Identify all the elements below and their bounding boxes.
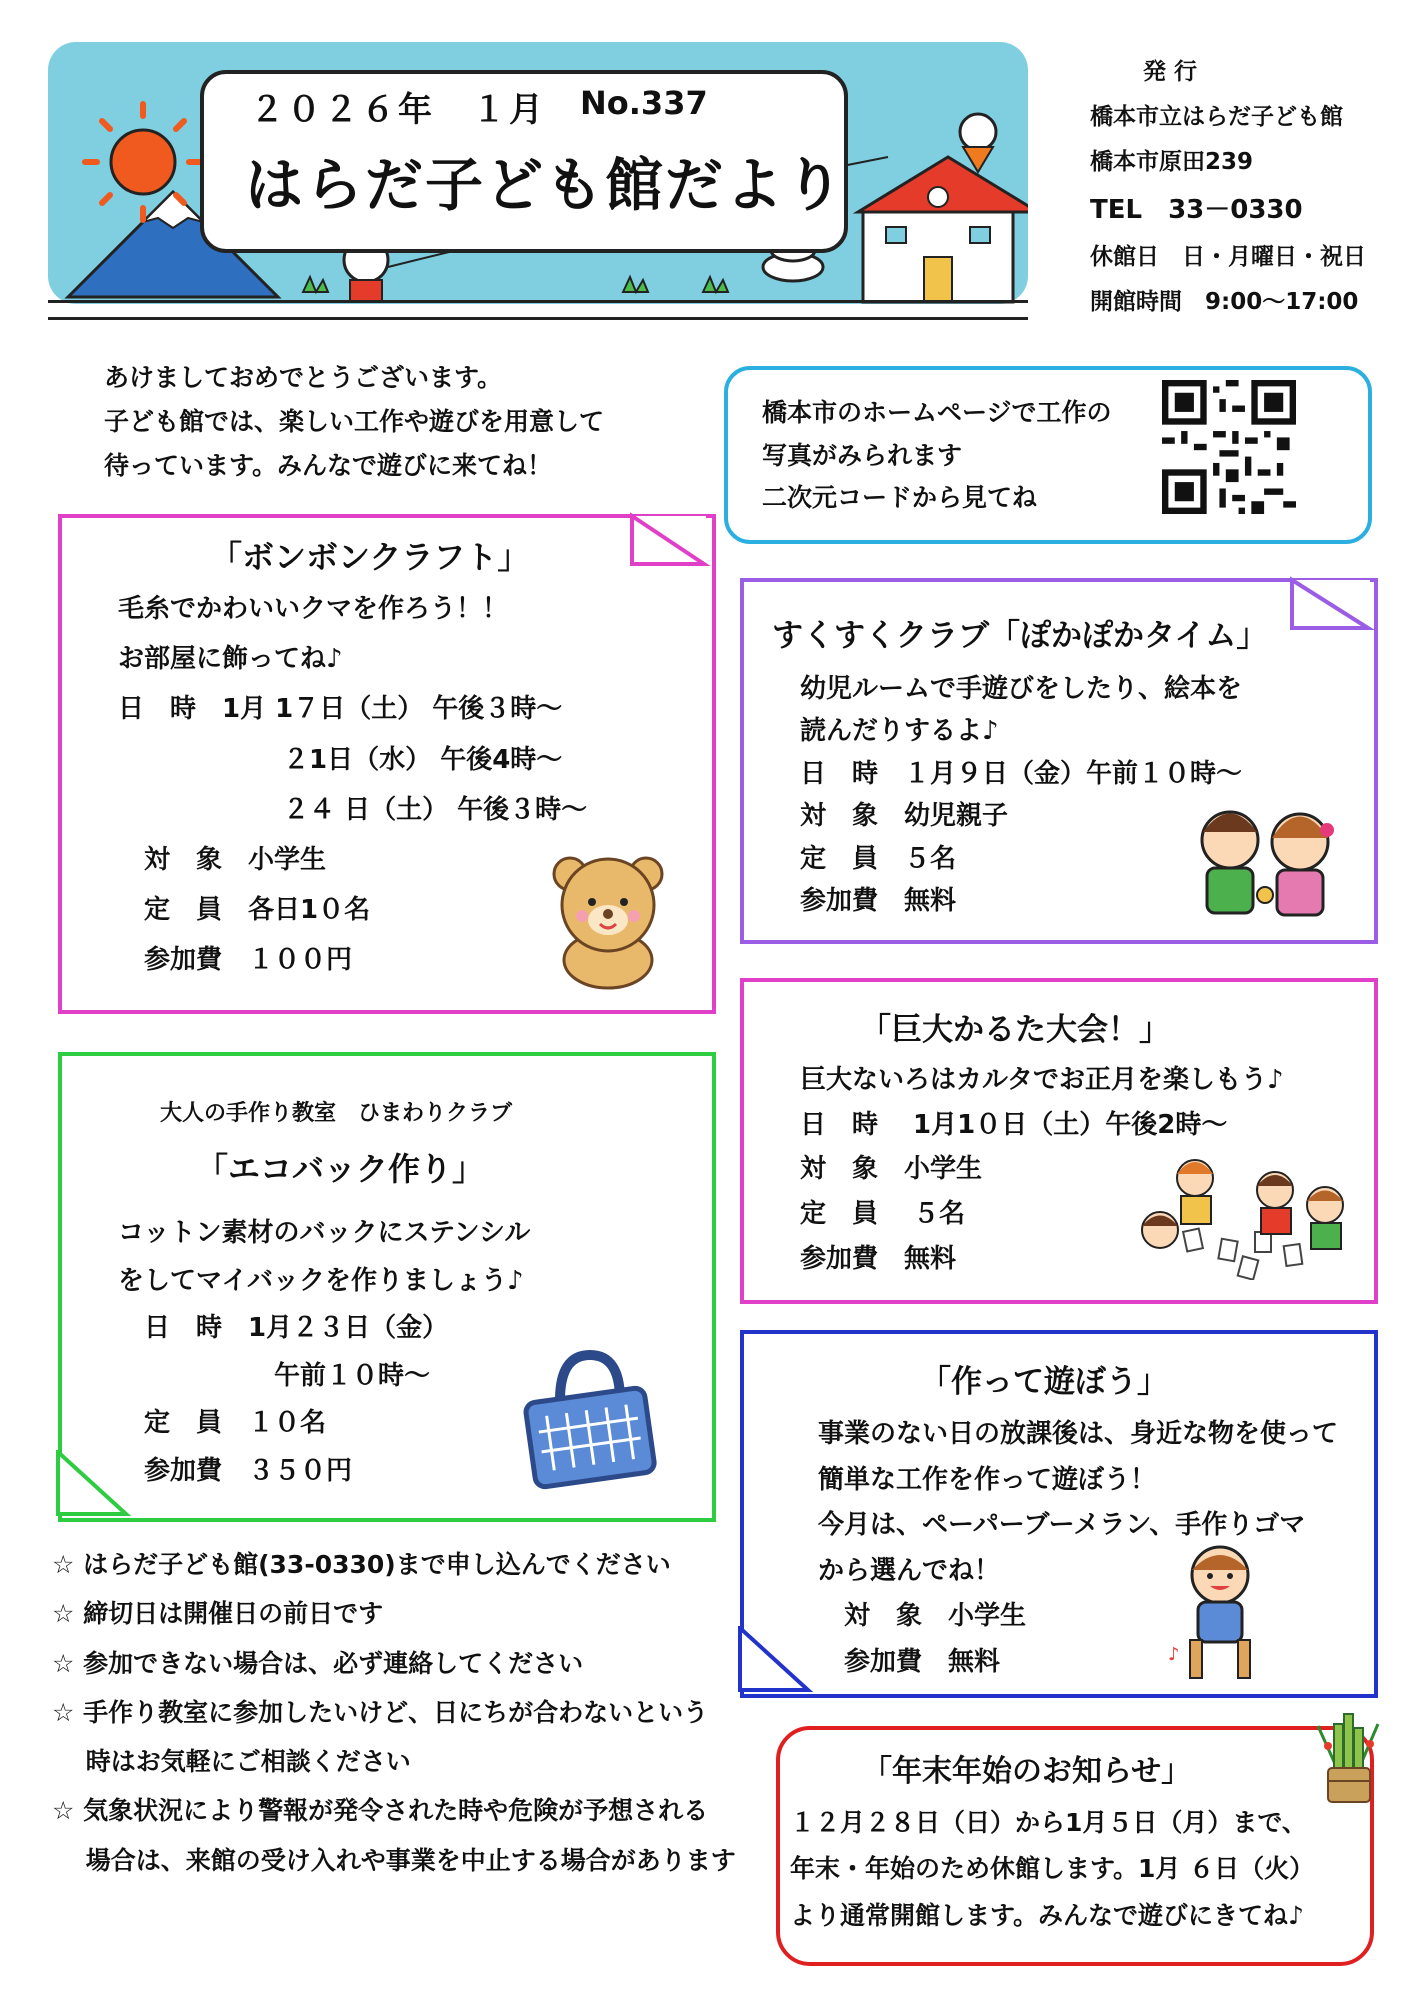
tsukutte-line: 事業のない日の放課後は、身近な物を使って bbox=[818, 1419, 1339, 1449]
svg-text:♪: ♪ bbox=[1168, 1644, 1180, 1665]
notes-list bbox=[52, 1540, 736, 1885]
karuta-line: 参加費 無料 bbox=[800, 1243, 957, 1274]
intro-line: 待っています。みんなで遊びに来てね！ bbox=[104, 450, 553, 480]
tsukutte-line: 簡単な工作を作って遊ぼう！ bbox=[818, 1464, 1157, 1495]
tsukutte-line: から選んでね！ bbox=[818, 1555, 1001, 1586]
eco-subtitle: 大人の手作り教室 ひまわりクラブ bbox=[160, 1101, 513, 1126]
yearend-line: １２月２８日（日）から1月５日（月）まで、 bbox=[790, 1808, 1307, 1837]
eco-line: をしてマイバックを作りましょう♪ bbox=[118, 1265, 524, 1296]
sukusuku-details bbox=[800, 668, 1242, 922]
sukusuku-fold bbox=[1290, 574, 1376, 638]
bonbon-line: ２1日（水） 午後4時～ bbox=[118, 744, 563, 775]
karuta-line: 定 員 ５名 bbox=[800, 1199, 966, 1230]
eco-line: 日 時 1月２３日（金） bbox=[118, 1313, 449, 1344]
yearend-line: より通常開館します。みんなで遊びにきてね♪ bbox=[790, 1900, 1304, 1930]
yearend-details bbox=[790, 1800, 1314, 1939]
homepage-line: 写真がみられます bbox=[762, 440, 963, 470]
bird-icon bbox=[960, 114, 996, 150]
note-item: 時はお気軽にご相談ください bbox=[52, 1747, 411, 1776]
eco-title: 「エコバック作り」 bbox=[196, 1150, 485, 1188]
bonbon-title: 「ボンボンクラフト」 bbox=[210, 538, 530, 576]
sukusuku-line: 幼児ルームで手遊びをしたり、絵本を bbox=[800, 674, 1243, 704]
eco-line: 午前１０時～ bbox=[118, 1360, 431, 1391]
sun-icon bbox=[111, 130, 175, 194]
bonbon-line: 毛糸でかわいいクマを作ろう！！ bbox=[118, 594, 509, 624]
bag-icon bbox=[515, 1340, 665, 1490]
publisher-info bbox=[1090, 50, 1366, 325]
tsukutte-title: 「作って遊ぼう」 bbox=[920, 1364, 1168, 1400]
note-item: ☆ 気象状況により警報が発令された時や危険が予想される bbox=[52, 1796, 709, 1826]
eco-line: 定 員 １０名 bbox=[118, 1408, 327, 1439]
eco-details bbox=[118, 1210, 530, 1495]
karuta-kids-icon bbox=[1125, 1150, 1365, 1280]
bonbon-details bbox=[118, 584, 587, 985]
children-playing-icon bbox=[1185, 790, 1345, 920]
bonbon-line: お部屋に飾ってね♪ bbox=[118, 644, 343, 675]
publisher-closed: 休館日 日・月曜日・祝日 bbox=[1090, 244, 1366, 271]
tsukutte-line: 対 象 小学生 bbox=[818, 1601, 1027, 1631]
sukusuku-title: すくすくクラブ「ぽかぽかタイム」 bbox=[772, 618, 1268, 654]
bonbon-line: 参加費 １００円 bbox=[118, 945, 353, 976]
publisher-address: 橋本市原田239 bbox=[1090, 148, 1254, 175]
yearend-line: 年末・年始のため休館します。1月 ６日（火） bbox=[790, 1854, 1315, 1884]
note-item: ☆ 参加できない場合は、必ず連絡してください bbox=[52, 1648, 584, 1678]
homepage-line: 橋本市のホームページで工作の bbox=[762, 398, 1112, 427]
bonbon-line: ２４ 日（土） 午後３時～ bbox=[118, 794, 588, 825]
tsukutte-line: 参加費 無料 bbox=[818, 1646, 1001, 1677]
sukusuku-line: 定 員 ５名 bbox=[800, 843, 957, 874]
karuta-line: 巨大ないろはカルタでお正月を楽しもう♪ bbox=[800, 1065, 1284, 1095]
publisher-heading: 発 行 bbox=[1142, 59, 1197, 85]
intro-text bbox=[104, 356, 604, 487]
sukusuku-line: 読んだりするよ♪ bbox=[800, 716, 999, 747]
note-item: 場合は、来館の受け入れや事業を中止する場合があります bbox=[52, 1845, 736, 1875]
qr-code[interactable] bbox=[1162, 380, 1296, 514]
eco-line: コットン素材のバックにステンシル bbox=[118, 1218, 531, 1248]
karuta-line: 対 象 小学生 bbox=[800, 1154, 983, 1185]
issue-number: No.337 bbox=[580, 84, 708, 122]
ground-line bbox=[48, 300, 1028, 320]
intro-line: 子ども館では、楽しい工作や遊びを用意して bbox=[104, 406, 605, 436]
sukusuku-line: 対 象 幼児親子 bbox=[800, 801, 1009, 832]
tsukutte-line: 今月は、ペーパーブーメラン、手作りゴマ bbox=[818, 1510, 1306, 1540]
note-item: ☆ はらだ子ども館(33-0330)まで申し込んでください bbox=[52, 1550, 671, 1579]
sukusuku-line: 参加費 無料 bbox=[800, 885, 957, 916]
yearend-title: 「年末年始のお知らせ」 bbox=[862, 1754, 1192, 1789]
bonbon-line: 定 員 各日1０名 bbox=[118, 895, 371, 926]
publisher-org: 橋本市立はらだ子ども館 bbox=[1090, 103, 1343, 130]
sukusuku-line: 日 時 １月９日（金）午前１０時～ bbox=[800, 758, 1243, 789]
eco-line: 参加費 ３５０円 bbox=[118, 1455, 353, 1486]
tsukutte-fold bbox=[734, 1626, 818, 1696]
kadomatsu-icon bbox=[1308, 1706, 1388, 1806]
bear-icon bbox=[548, 850, 668, 990]
karuta-title: 「巨大かるた大会！」 bbox=[860, 1012, 1170, 1048]
intro-line: あけましておめでとうございます。 bbox=[104, 363, 503, 392]
karuta-line: 日 時 1月1０日（土）午後2時～ bbox=[800, 1109, 1228, 1140]
page-title: はらだ子ども館だより bbox=[245, 151, 846, 219]
publisher-hours: 開館時間 9:00～17:00 bbox=[1090, 289, 1359, 316]
bonbon-line: 対 象 小学生 bbox=[118, 844, 327, 875]
note-item: ☆ 手作り教室に参加したいけど、日にちが合わないという bbox=[52, 1697, 709, 1727]
note-item: ☆ 締切日は開催日の前日です bbox=[52, 1599, 384, 1629]
boy-stilts-icon bbox=[1160, 1540, 1280, 1680]
issue-date: ２０２６年 １月 bbox=[250, 90, 546, 130]
publisher-tel: TEL 33－0330 bbox=[1090, 194, 1303, 225]
homepage-line: 二次元コードから見てね bbox=[762, 483, 1038, 512]
bonbon-line: 日 時 1月 1７日（土） 午後３時～ bbox=[118, 694, 563, 725]
bonbon-fold bbox=[630, 510, 714, 574]
homepage-text bbox=[762, 392, 1112, 520]
